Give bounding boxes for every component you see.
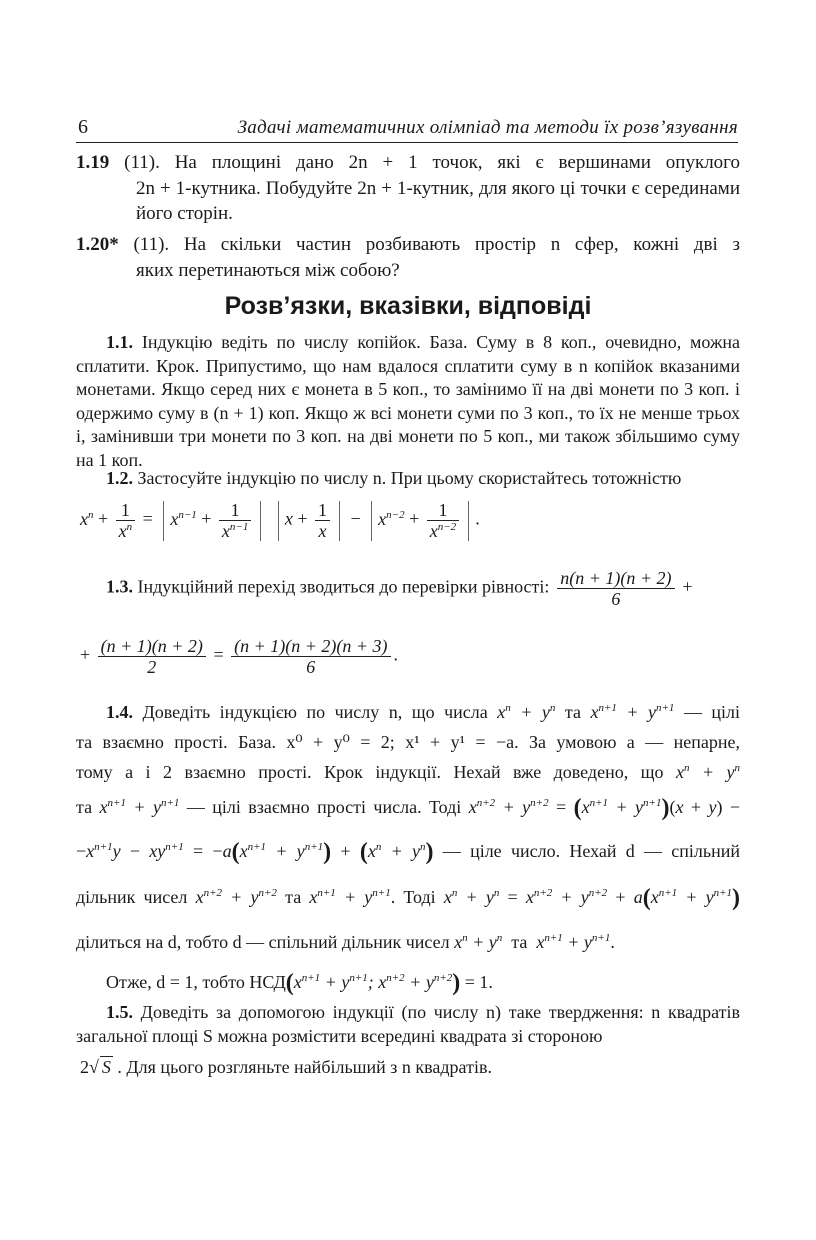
solution-1-5-tail: 2√ S . Для цього розгляньте найбільший з n квадратів. <box>80 1057 492 1077</box>
solution-1-5 <box>76 1000 740 1048</box>
solution-text: — ціле число. Нехай d — спільний <box>442 841 741 861</box>
solution-text: . Для цього розгляньте найбільший з n квадратів. <box>117 1057 492 1077</box>
solution-text: та <box>511 932 528 952</box>
solution-1-4-line6: дільник чисел $x^{n+2} + y^{n+2}$ та $x^{n+1} + y^{n+1}$. Тоді $x^n + y^n = x^{n+2} + y^{n+2} + a(x^{n+1} + y^{n+1})$ <box>76 885 741 911</box>
problem-number: 1.20* <box>76 234 119 255</box>
solution-text: та <box>76 797 93 817</box>
problem-text: яких перетинаються між собою? <box>136 259 400 281</box>
fraction-numerator: (n + 1)(n + 2) <box>98 636 206 657</box>
solution-1-4-line8: Отже, d = 1, тобто $НСД(x^{n+1} + y^{n+1}$; $x^{n+2} + y^{n+2}) = 1$. <box>106 970 493 996</box>
problem-line1: На площині дано 2n + 1 точок, які є вершинами опуклого <box>174 152 741 173</box>
problem-1-20 <box>76 232 740 283</box>
solution-text: та <box>564 702 581 722</box>
identity-formula: $x^n$ + $\frac{1}{x^n}$ = $x^{n-1}$ + $\frac{1}{x^{n-1}}$ x + $\frac{1}{x}$ − $x^{n-2}$ + $\frac{1}{x^{n-2}}$ . <box>80 500 480 541</box>
solution-1-1 <box>76 331 740 473</box>
problem-1-19 <box>76 150 740 227</box>
solution-1-4-line1: 1.4. Доведіть індукцією по числу n, що числа $x^n + y^n$ та $x^{n+1} + y^{n+1}$ — цілі <box>106 702 741 722</box>
solution-1-3-line1: 1.3. Індукційний перехід зводиться до перевірки рівності: $\frac{n(n + 1)(n + 2)}{6}$ + <box>106 568 693 609</box>
solution-1-4-line3: тому a і 2 взаємно прості. Крок індукції. Нехай вже доведено, що $x^n + y^n$ <box>76 762 741 782</box>
solution-text: ділиться на d, тобто d — спільний дільник чисел <box>76 932 450 952</box>
solution-label: 1.4. <box>106 702 133 722</box>
solution-text: Індукцію ведіть по числу копійок. База. Суму в 8 коп., очевидно, можна сплатити. Крок. Припустимо, що нам вдалося сплатити суму в n копійок вказаними монетами. Якщо серед них є монета в 5 коп., то замінимо її на дві монети по 3 коп. і одержимо суму в (n + 1) коп. Якщо ж всі монети суми по 3 коп., то їх не менше трьох і, замінивши три монети по 3 коп. на дві монети по 5 коп., ми також збільшимо суму на 1 коп. <box>76 332 741 470</box>
solution-1-2 <box>76 467 740 491</box>
solution-label: 1.3. <box>106 576 133 597</box>
fraction-denominator: 6 <box>306 657 316 677</box>
problem-number: 1.19 <box>76 152 110 173</box>
fraction-numerator: (n + 1)(n + 2)(n + 3) <box>231 636 390 657</box>
section-heading: Розв’язки, вказівки, відповіді <box>224 292 592 320</box>
solution-label: 1.5. <box>106 1002 133 1022</box>
solution-text: Отже, d = 1, тобто НСД <box>106 972 286 992</box>
book-title: Задачі математичних олімпіад та методи їх розв’язування <box>237 117 738 138</box>
problem-grade: (11). <box>109 152 160 173</box>
solution-text: дільник чисел <box>76 887 188 907</box>
solution-text: Індукційний перехід зводиться до перевірки рівності: <box>137 576 550 597</box>
solution-1-4-line4: та $x^{n+1} + y^{n+1}$ — цілі взаємно прості числа. Тоді $x^{n+2} + y^{n+2} = (x^{n+1} + y^{n+1})(x + y)$ − <box>76 795 741 821</box>
solution-text: Доведіть за допомогою індукції (по числу n) таке твердження: n квадратів загальної площі S можна розмістити всередині квадрата зі стороною <box>76 1002 741 1046</box>
solution-1-3-line2: + $\frac{(n + 1)(n + 2)}{2}$ = $\frac{(n + 1)(n + 2)(n + 3)}{6}$ . <box>80 636 398 677</box>
solution-1-4-line5: $-x^{n+1}y - xy^{n+1} = -a(x^{n+1} + y^{n+1}) + (x^n + y^n)$ — ціле число. Нехай d — спільний <box>76 839 741 865</box>
fraction-denominator: 2 <box>147 657 157 677</box>
solution-1-4-line7: ділиться на d, тобто d — спільний дільник чисел $x^n + y^n$ та $x^{n+1} + y^{n+1}$. <box>76 932 615 952</box>
solution-1-4-line2: та взаємно прості. База. x⁰ + y⁰ = 2; x¹ + y¹ = −a. За умовою a — непарне, <box>76 732 740 752</box>
solution-text: Доведіть індукцією по числу n, що числа <box>142 702 488 722</box>
page-number: 6 <box>78 116 88 138</box>
solution-text: та <box>285 887 302 907</box>
solution-label: 1.2. <box>106 468 133 488</box>
problem-line1: На скільки частин розбивають простір n сфер, кожні дві з <box>183 234 741 255</box>
solution-text: . Тоді <box>390 887 436 907</box>
problem-grade: (11). <box>118 234 170 255</box>
running-header <box>76 116 738 143</box>
solution-text: тому a і 2 взаємно прості. Крок індукції. Нехай вже доведено, що <box>76 762 664 782</box>
fraction-denominator: 6 <box>611 589 621 609</box>
solution-text: Застосуйте індукцію по числу n. При цьому скористайтесь тотожністю <box>137 468 682 488</box>
solution-text: — цілі взаємно прості числа. Тоді <box>186 797 462 817</box>
solution-1-4 <box>76 697 740 1001</box>
solution-text: — цілі <box>683 702 741 722</box>
problem-text: 2n + 1-кутника. Побудуйте 2n + 1-кутник, для якого ці точки є серединами його сторін. <box>136 177 740 224</box>
fraction-numerator: n(n + 1)(n + 2) <box>557 568 675 589</box>
solution-label: 1.1. <box>106 332 133 352</box>
